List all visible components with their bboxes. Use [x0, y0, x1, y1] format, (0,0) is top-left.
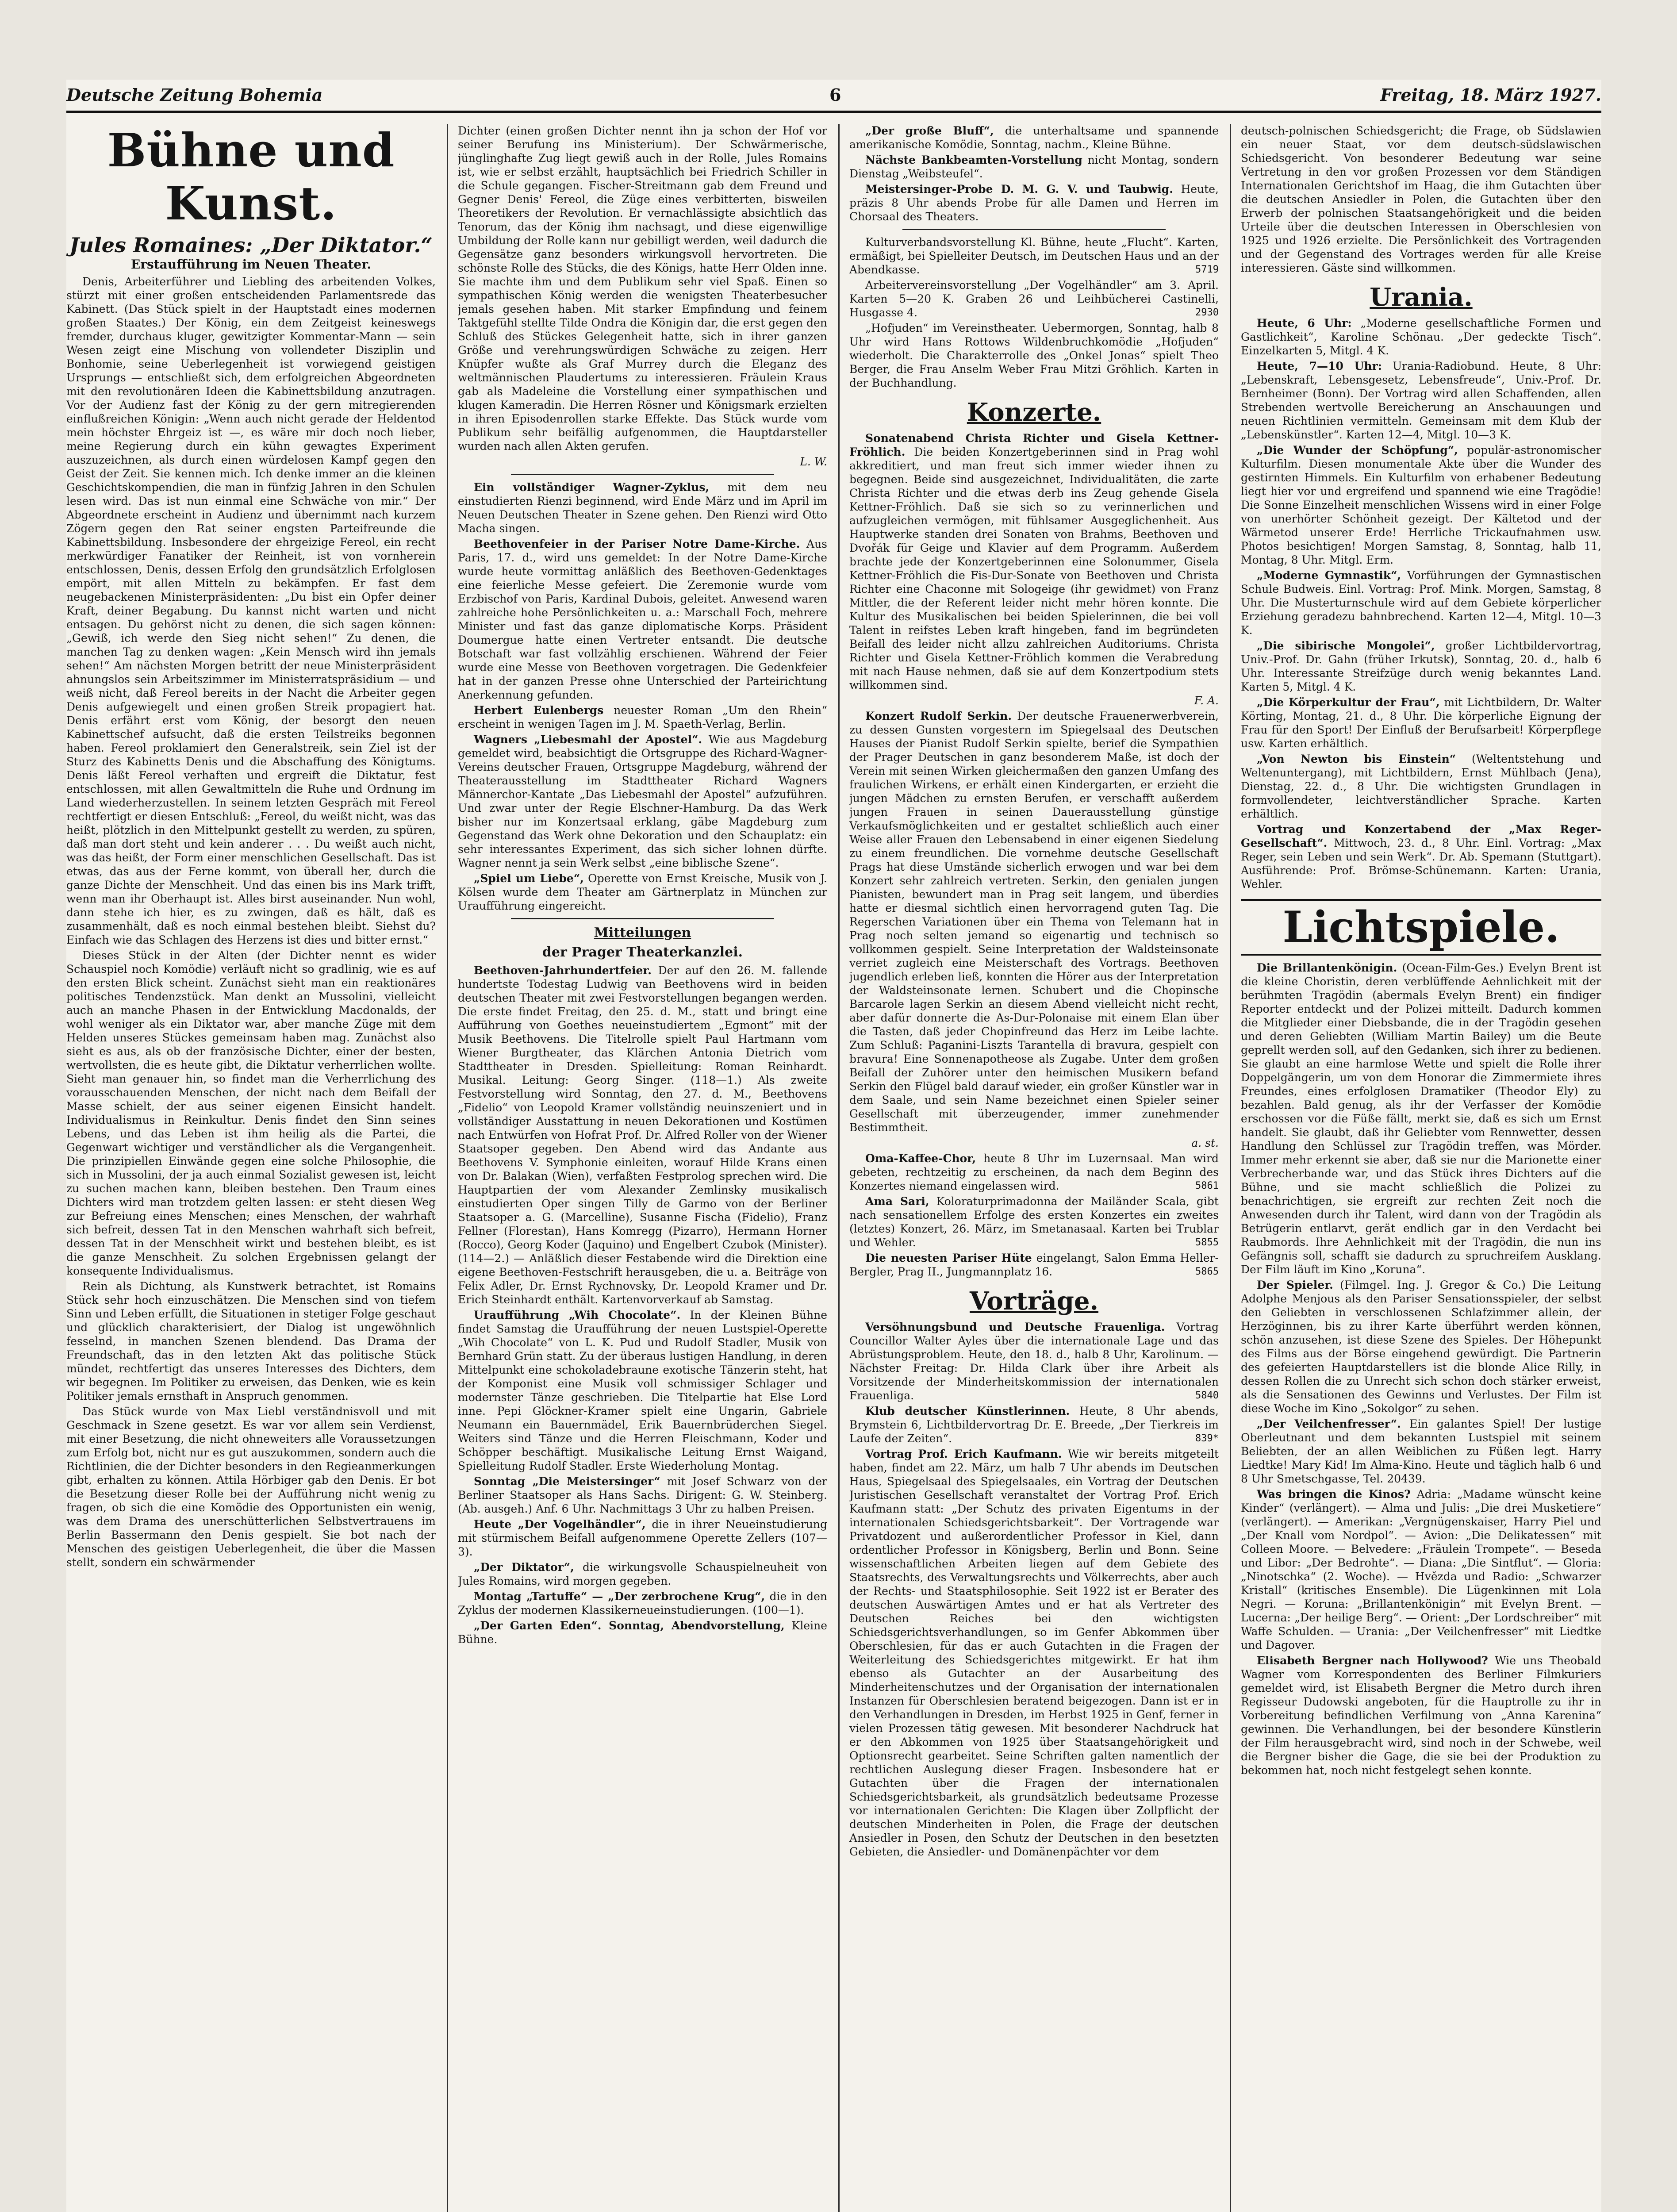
- news-item: [1241, 961, 1601, 1276]
- news-item-text: Koloraturprimadonna der Mailänder Scala, gibt nach sensationellem Erfolge des ersten Konzertes ein zweites (letztes) Konzert, 26. März, im Smetanasaal. Karten bei Trublar und Wehler.: [849, 1195, 1219, 1249]
- news-item-text: Urania-Radiobund. Heute, 8 Uhr: „Lebenskraft, Lebensgesetz, Lebensfreude“, Univ.-Prof. Dr. Bernheimer (Bonn). Der Vortrag wird allen Schaffenden, allen Strebenden wertvolle Bereicherung an Anschauungen und neuen Richtlinien vermitteln. Gemeinsam mit dem Klub der „Lebenskünstler“. Karten 12—4, Mitgl. 10—3 K.: [1241, 360, 1601, 441]
- news-item-text: mit Lichtbildern, Dr. Walter Körting, Montag, 21. d., 8 Uhr. Die körperliche Eignung der Frau für den Sport! Der Einfluß der Berufsarbeit! Körperpflege usw. Karten erhältlich.: [1241, 696, 1601, 750]
- news-item-text: Wie uns Theobald Wagner vom Korrespondenten des Berliner Filmkuriers gemeldet wird, ist Elisabeth Bergner die Metro durch ihren Regisseur Dudowski angeboten, für die Hauptrolle zu ihr in Vorbereitung befindlichen Verfilmung von „Anna Karenina“ gewinnen. Die Verhandlungen, bei der besondere Künstlerin der Film herausgebracht wird, sind noch in der Schwebe, weil die Bergner bisher die Gage, die sie bei der Produktion zu bekommen hat, noch nicht festgelegt sehen konnte.: [1241, 1654, 1601, 1777]
- news-item-text: Wie wir bereits mitgeteilt haben, findet am 22. März, um halb 7 Uhr abends im Deutschen Haus, Spiegelsaal des Spiegelsaales, ein Vortrag der Deutschen Juristischen Gesellschaft veranstaltet der Vortrag Prof. Erich Kaufmann statt: „Der Schutz des privaten Eigentums in der internationalen Schiedsgerichtsbarkeit“. Der Vortragende war Privatdozent und außerordentlicher Professor in Kiel, dann ordentlicher Professor in Königsberg, Berlin und Bonn. Seine wissenschaftlichen Arbeiten liegen auf dem Gebiete des Staatsrechts, des Verwaltungsrechts und Völkerrechts, aber auch der Rechts- und Staatsphilosophie. Seit 1922 ist er Berater des deutschen Auswärtigen Amtes und er hat als Vertreter des Deutschen Reiches bei den wichtigsten Schiedsgerichtsverhandlungen, so im Genfer Abkommen über Oberschlesien, für das er auch Gutachten in die Fragen der Weiterleitung des Schiedsgerichtes mitgewirkt. Er hat ihm ebenso als Gutachter an der Ausarbeitung des Minderheitenschutzes und der Organisation der internationalen Instanzen für Oberschlesien beratend beigezogen. Dann ist er in den Verhandlungen in Dresden, im Herbst 1925 in Genf, ferner in vielen Prozessen tätig gewesen. Mit besonderer Nachdruck hat er den Abkommen von 1925 über Staatsangehörigkeit und Optionsrecht gearbeitet. Seine Schriften galten namentlich der rechtlichen Auslegung dieser Fragen. Insbesondere hat er Gutachten über die Fragen der internationalen Schiedsgerichtsbarkeit, als grundsätzlich bedeutsame Prozesse vor internationalen Gerichten: Die Klagen über Zollpflicht der deutschen Minderheiten in Polen, die Frage der deutschen Ansiedler in Posen, den Schutz der Deutschen in den besetzten Gebieten, die Ansiedler- und Domänenpächter vor dem: [849, 1448, 1219, 1858]
- news-item: [1241, 1487, 1601, 1652]
- kanzlei-subtitle: der Prager Theaterkanzlei.: [542, 945, 743, 960]
- news-item-text: großer Lichtbildervortrag, Univ.-Prof. Dr. Gahn (früher Irkutsk), Sonntag, 20. d., halb 6 Uhr. Interessante Streifzüge durch wenig bekanntes Land. Karten 5, Mitgl. 4 K.: [1241, 639, 1601, 693]
- news-item-title: Die Brillantenkönigin.: [1257, 961, 1397, 974]
- news-item: [849, 1447, 1219, 1859]
- ad-ref: 2930: [1195, 307, 1219, 318]
- news-item: [458, 1517, 827, 1559]
- masthead: [66, 80, 1601, 113]
- news-item-text: heute 8 Uhr im Luzernsaal. Man wird gebeten, rechtzeitig zu erscheinen, da nach dem Beginn des Konzertes niemand eingelassen wird.: [849, 1152, 1219, 1192]
- news-item-title: Elisabeth Bergner nach Hollywood?: [1257, 1654, 1488, 1667]
- news-item: [849, 1320, 1219, 1402]
- news-item: [1241, 359, 1601, 442]
- news-item-text: (Weltentstehung und Weltenuntergang), mit Lichtbildern, Ernst Mühlbach (Jena), Dienstag, 22. d., 8 Uhr. Die wichtigsten Grundlagen in formvollendeter, leichtverständlicher Sprache. Karten erhältlich.: [1241, 753, 1601, 820]
- author-signature: L. W.: [800, 455, 827, 468]
- news-item-title: „Moderne Gymnastik“,: [1257, 569, 1401, 582]
- news-item: [1241, 568, 1601, 637]
- news-item-title: Beethovenfeier in der Pariser Notre Dame-Kirche.: [474, 538, 800, 550]
- news-item: [1241, 316, 1601, 357]
- news-item-title: Konzert Rudolf Serkin.: [865, 710, 1012, 722]
- news-item-title: Sonatenabend Christa Richter und Gisela Kettner-Fröhlich.: [849, 432, 1219, 458]
- news-item: [458, 872, 827, 913]
- news-item-title: Beethoven-Jahrhundertfeier.: [474, 964, 652, 977]
- news-item-title: Nächste Bankbeamten-Vorstellung: [865, 154, 1082, 166]
- news-item-title: Montag „Tartuffe“ — „Der zerbrochene Krug“,: [474, 1590, 765, 1603]
- news-item-text: (Filmgel. Ing. J. Gregor & Co.) Die Leitung Adolphe Menjous als den Pariser Sensationsspieler, der selbst den Geliebten in verschlossenen Schlafzimmer allein, der Herzöginnen, bis zu ihrer Karte überführt werden können, schön anzusehen, ist diese Szene des Spieles. Der Höhepunkt des Films aus der Börse eingehend gewürdigt. Die Partnerin des gefeierten Hauptdarstellers ist die blonde Alice Rilly, in dessen Rollen die zu Unrecht sich schon doch stärker erweist, als die Sensationen des Gewinns und Verlustes. Der Film ist diese Woche im Kino „Sokolgor“ zu sehen.: [1241, 1279, 1601, 1415]
- article-paragraph: Das Stück wurde von Max Liebl verständnisvoll und mit Geschmack in Szene gesetzt. Es war vor allem sein Verdienst, mit einer Besetzung, die nicht ohneweiters alle Voraussetzungen zum Erfolg bot, nicht nur es gut auszukommen, sondern auch die Richtlinien, die der Dichter besonders in den Regieanmerkungen gibt, erhalten zu können. Attila Hörbiger gab den Denis. Er bot die Besetzung dieser Rolle bei der Aufführung nicht wenig zu fragen, ob sich die eine Komödie des Opportunisten ein wenig, was dem Drama des unerschütterlichen Selbstvertrauens im Berlin Bassermann den Denis gespielt. Sie bot nach der Menschen des geistigen Ueberlegenheit, die über die Massen stellt, sondern ein schwärmender: [66, 1405, 436, 1569]
- news-item-title: „Der Garten Eden“. Sonntag, Abendvorstellung,: [474, 1619, 785, 1632]
- news-item-title: Sonntag „Die Meistersinger“: [474, 1475, 660, 1488]
- article-paragraph: deutsch-polnischen Schiedsgericht; die Frage, ob Südslawien ein neuer Staat, vor dem deutsch-südslawischen Schiedsgericht. Von besonderer Bedeutung war seine Vertretung in den vor großen Prozessen vor dem Ständigen Internationalen Gerichtshof im Haag, die ihm Gutachten über die deutschen Ansiedler in Polen, die Gutachten über den Erwerb der polnischen Staatsangehörigkeit und die beiden Urteile über die deutschen Interessen in Oberschlesien von 1925 und 1926 erzielte. Die Persönlichkeit des Vortragenden und der Gegenstand des Vortrages werden für alle Kreise interessieren. Gäste sind willkommen.: [1241, 124, 1601, 274]
- article-paragraph: Dieses Stück in der Alten (der Dichter nennt es wider Schauspiel noch Komödie) verläuft nicht so gradlinig, wie es auf den ersten Blick scheint. Zunächst sieht man ein reaktionäres politisches Tendenzstück. Man denkt an Mussolini, vielleicht auch an manche Phasen in der Entwicklung Macdonalds, der wohl weniger als ein Diktator war, aber manche Züge mit dem Helden unseres Stückes gemeinsam haben mag. Zunächst also sieht es aus, als ob der französische Dichter, einer der besten, wertvollsten, die es heute gibt, die Diktatur verherrlichen wollte. Sieht man genauer hin, so findet man die Verherrlichung des vorausschauenden Menschen, der nicht nach dem Beifall der Masse schielt, der aus seiner eigenen Einsicht handelt. Individualismus in Reinkultur. Denis findet den Sinn seines Lebens, und das Leben ist ihm heilig als die Partei, die Gegenwart wichtiger und verständlicher als die Vergangenheit. Die prinzipiellen Einwände gegen eine solche Philosophie, die sich in Mussolini, der ja auch einmal Sozialist gewesen ist, leicht zu suchen machen kann, bleiben bestehen. Den Traum eines Dichters wird man trotzdem gelten lassen: er steht diesen Weg zur Befreiung eines Menschen; eines Menschen, der wahrhaft sich befreit, dessen Tat in den Menschen wahrhaft sich befreit, dessen Tat in der Menschheit wirkt und bestehen bleibt, es ist die ganze Menschheit. Zu solchen Ergebnissen gelangt der konsequente Individualismus.: [66, 949, 436, 1277]
- news-item: [849, 431, 1219, 692]
- ad-ref: 5865: [1195, 1266, 1219, 1277]
- news-item-title: Ein vollständiger Wagner-Zyklus,: [474, 481, 710, 494]
- news-item-text: Mittwoch, 23. d., 8 Uhr. Einl. Vortrag: „Max Reger, sein Leben und sein Werk“. Dr. Ab. Spemann (Stuttgart). Ausführende: Prof. Brömse-Schünemann. Karten: Urania, Wehler.: [1241, 837, 1601, 891]
- paper-name: Deutsche Zeitung Bohemia: [66, 85, 323, 105]
- ad-ref: 5855: [1195, 1237, 1219, 1248]
- ad-ref: 5840: [1195, 1390, 1219, 1401]
- article-paragraph: Dichter (einen großen Dichter nennt ihn ja schon der Hof vor seiner Berufung ins Ministerium). Der Schwärmerische, jünglinghafte Zug liegt gewiß auch in der Rolle, Jules Romains ist, wie er selbst erzählt, hauptsächlich bei Friedrich Schiller in die Schule gegangen. Fischer-Streitmann gab dem Freund und Gegner Denis' Fereol, die Züge eines verbitterten, bisweilen Theoretikers der Revolution. Er vernachlässigte absichtlich das Tenorum, das der König ihm nachsagt, und diese eigenwillige Umbildung der Rolle kann nur gebilligt werden, weil dadurch die Gegensätze ganz besonders wirkungsvoll hervortreten. Die schönste Rolle des Stücks, die des Königs, hatte Herr Olden inne. Sie machte ihm und dem Publikum sehr viel Spaß. Einen so sympathischen König werden die wenigsten Theaterbesucher jemals gesehen haben. Mit starker Empfindung und feinem Taktgefühl stellte Tilde Ondra die Königin dar, die erst gegen den Schluß des Stückes Gelegenheit hatte, sich in ihrer ganzen Größe und verehrungswürdigen Schwäche zu zeigen. Herr Knüpfer wußte als Graf Murrey durch die Eleganz des weltmännischen Plaudertums zu interessieren. Fräulein Kraus gab als Madeleine die Vorstellung einer sympathischen und klugen Kameradin. Die Herren Rösner und Königsmark erzielten in ihren Episodenrollen starke Effekte. Das Stück wurde vom Publikum sehr beifällig aufgenommen, die Hauptdarsteller wurden nach allen Akten gerufen.: [458, 124, 827, 453]
- news-item-title: Ama Sari,: [865, 1195, 929, 1208]
- ad-ref: 839*: [1195, 1433, 1219, 1444]
- news-item-title: Vortrag Prof. Erich Kaufmann.: [865, 1448, 1062, 1460]
- news-item: [458, 964, 827, 1306]
- column-2: [458, 124, 827, 2212]
- news-item-title: „Die Wunder der Schöpfung“,: [1257, 444, 1458, 457]
- news-item: [1241, 1417, 1601, 1486]
- news-item-title: Oma-Kaffee-Chor,: [865, 1152, 976, 1165]
- news-item: [1241, 695, 1601, 750]
- kanzlei-title: Mitteilungen: [594, 925, 691, 941]
- news-item-title: Was bringen die Kinos?: [1257, 1488, 1411, 1501]
- ad-item: [849, 321, 1219, 390]
- ad-text: Arbeitervereinsvorstellung „Der Vogelhändler“ am 3. April. Karten 5—20 K. Graben 26 und Leihbücherei Castinelli, Husgasse 4.: [849, 279, 1219, 319]
- news-item-text: eingelangt, Salon Emma Heller-Bergler, Prag II., Jungmannplatz 16.: [849, 1252, 1219, 1278]
- news-item: [849, 1404, 1219, 1445]
- news-item-title: „Der große Bluff“,: [865, 124, 994, 137]
- news-item-title: „Spiel um Liebe“,: [474, 872, 584, 885]
- article-paragraph: Denis, Arbeiterführer und Liebling des arbeitenden Volkes, stürzt mit einer großen entscheidenden Parlamentsrede das Kabinett. (Das Stück spielt in der Hauptstadt eines modernen großen Staates.) Der König, ein dem Zeitgeist keineswegs fremder, durchaus kluger, gewitzigter Kommentar-Mann — sein Wesen zeigt eine Mischung von vollendeter Disziplin und Bonhomie, seine Ueberlegenheit ist vorwiegend geistigen Ursprungs — entschließt sich, dem erfolgreichen Abgeordneten mit den revolutionären Ideen die Kabinettsbildung anzutragen. Vor der Audienz fast der König zu der gern mitregierenden einflußreichen Königin: „Wenn auch nicht gerade der Heldentod mein höchster Ehrgeiz ist —, es wäre mir doch noch lieber, meine Regierung durch ein kühn gewagtes Experiment auszuzeichnen, als durch einen würdelosen Kampf gegen den Geist der Zeit. Sie kennen mich. Ich denke immer an die kleinen Geschichtskompendien, die man in fünfzig Jahren in den Schulen lesen wird. Das ist nun einmal eine Schwäche von mir.“ Der Abgeordnete erscheint in Audienz und übernimmt nach kurzem Zögern gegen den Rat seiner engsten Parteifreunde die Kabinettsbildung. Insbesondere der ehrgeizige Fereol, ein recht merkwürdiger Fanatiker der Reinheit, ist von vornherein entschlossen, Denis, dessen Erfolg den grundsätzlich Erfolglosen empört, mit allen Mitteln zu bekämpfen. Er fast dem neugebackenen Ministerpräsidenten: „Du bist ein Opfer deiner Kraft, deiner Begabung. Du kannst nicht warten und nicht entsagen. Du gehörst nicht zu denen, die sich sagen können: „Gewiß, ich werde den Sieg nicht sehen!“ Zu denen, die manchen Tag zu denken wagen: „Kein Mensch wird ihn jemals sehen!“ Am nächsten Morgen betritt der neue Ministerpräsident ahnungslos sein Arbeitszimmer im Ministerratspräsidium — und weiß nicht, daß Fereol bereits in der Nacht die Arbeiter gegen Denis aufgewiegelt und einen großen Streik propagiert hat. Denis erfährt erst vom König, der besorgt den neuen Kabinettschef aufsucht, daß die ersten Teilstreiks begonnen haben. Fereol proklamiert den Generalstreik, sein Ziel ist der Sturz des Kabinetts Denis und die Abschaffung des Königtums. Denis läßt Fereol verhaften und ergreift die Diktatur, fest entschlossen, mit allen Gewaltmitteln die Ruhe und Ordnung im Land wiederherzustellen. In seinem letzten Gespräch mit Fereol rechtfertigt er diesen Entschluß: „Fereol, du weißt nicht, was das heißt, plötzlich in den Mittelpunkt gestellt zu werden, zu spüren, daß man dort steht und kein anderer . . . Du weißt auch nicht, was das heißt, der Form einer menschlichen Gesellschaft. Das ist etwas, das aus der Ferne kommt, von überall her, durch die ganze Dichte der Menschheit. Und das einen bis ins Mark trifft, wenn man ihr Oberhaupt ist. Alles birst auseinander. Nun wohl, dann stehe ich hier, es zu zwingen, daß es hält, daß es zusammenhält, daß es noch einmal bestehen bleibt. Siehst du? Einfach wie das Schlagen des Herzens ist dies und bitter ernst.“: [66, 275, 436, 946]
- news-item-title: Die neuesten Pariser Hüte: [865, 1252, 1032, 1264]
- news-item: [458, 1590, 827, 1617]
- news-item-title: Der Spieler.: [1257, 1279, 1333, 1291]
- ad-text: Kulturverbandsvorstellung Kl. Bühne, heute „Flucht“. Karten, ermäßigt, bei Spielleiter Deutsch, im Deutschen Haus und an der Abendkasse.: [849, 236, 1219, 276]
- ad-item: [849, 235, 1219, 276]
- news-item-text: die unterhaltsame und spannende amerikanische Komödie, Sonntag, nachm., Kleine Bühne.: [849, 124, 1219, 151]
- section-title-lichtspiele: Lichtspiele.: [1241, 899, 1601, 956]
- news-item-text: mit Josef Schwarz von der Berliner Staatsoper als Hans Sachs. Dirigent: G. W. Steinberg. (Ab. ausgeh.) Anf. 6 Uhr. Nachmittags 3 Uhr zu halben Preisen.: [458, 1475, 827, 1515]
- news-item-title: „Die sibirische Mongolei“,: [1257, 639, 1435, 652]
- news-item-text: Vortrag Councillor Walter Ayles über die internationale Lage und das Abrüstungsproblem. Heute, den 18. d., halb 8 Uhr, Karolinum. — Nächster Freitag: Dr. Hilda Clark über ihre Arbeit als Vorsitzende der Minderheitskommission der internationalen Frauenliga.: [849, 1321, 1219, 1402]
- news-item-text: Heute, 8 Uhr abends, Brymstein 6, Lichtbildervortrag Dr. E. Breede, „Der Tierkreis im Laufe der Zeiten“.: [849, 1405, 1219, 1445]
- news-item: [458, 1619, 827, 1646]
- ad-item: [849, 278, 1219, 319]
- news-item-text: die in ihrer Neueinstudierung mit stürmischem Beifall aufgenommene Operette Zellers (107—3).: [458, 1518, 827, 1558]
- news-item-title: Uraufführung „Wih Chocolate“.: [474, 1309, 681, 1321]
- news-item-title: Heute, 6 Uhr:: [1257, 317, 1352, 330]
- news-item: [458, 1475, 827, 1516]
- news-item-title: Heute „Der Vogelhändler“,: [474, 1518, 646, 1531]
- article-title: Jules Romaines: „Der Diktator.“: [69, 233, 433, 257]
- news-item: [1241, 443, 1601, 567]
- news-item: [1241, 822, 1601, 891]
- news-item-text: die wirkungsvolle Schauspielneuheit von Jules Romains, wird morgen gegeben.: [458, 1561, 827, 1587]
- news-item-text: Ein galantes Spiel! Der lustige Oberleutnant und dem bekannten Lustspiel mit seinem Beliebten, der an allen Weiblichen zu Füßen legt. Harry Liedtke! Mary Kid! Im Alma-Kino. Heute und täglich halb 6 und 8 Uhr Smetschgasse, Tel. 20439.: [1241, 1417, 1601, 1485]
- news-item: [849, 1194, 1219, 1249]
- news-item-title: Klub deutscher Künstlerinnen.: [865, 1405, 1070, 1417]
- news-item: [458, 537, 827, 702]
- news-item-text: nicht Montag, sondern Dienstag „Weibsteufel“.: [849, 154, 1219, 180]
- news-item: [849, 182, 1219, 223]
- separator: [902, 229, 1166, 230]
- news-item-text: Heute, präzis 8 Uhr abends Probe für alle Damen und Herren im Chorsaal des Theaters.: [849, 183, 1219, 223]
- news-item-text: Der auf den 26. M. fallende hundertste Todestag Ludwig van Beethovens wird in beiden deutschen Theater mit zwei Festvorstellungen begangen werden. Die erste findet Freitag, den 25. d. M., statt und bringt eine Aufführung von Goethes neueinstudiertem „Egmont“ mit der Musik Beethovens. Die Titelrolle spielt Paul Hartmann vom Wiener Burgtheater, das Klärchen Antonia Dietrich vom Stadttheater in Dresden. Spielleitung: Roman Reinhardt. Musikal. Leitung: Georg Singer. (118—1.) Als zweite Festvorstellung wird Sonntag, den 27. d. M., Beethovens „Fidelio“ von Leopold Kramer vollständig neuinszeniert und in vollständiger Ausstattung in neuen Dekorationen und Kostümen nach Entwürfen von Hofrat Prof. Dr. Alfred Roller von der Wiener Staatsoper gegeben. Den Abend wird das Andante aus Beethovens V. Symphonie einleiten, worauf Hilde Krans einen von Dr. Balakan (Wien), verfaßten Festprolog sprechen wird. Die Hauptpartien der vom Alexander Zemlinsky musikalisch einstudierten Oper singen Tilly de Garmo von der Berliner Staatsoper a. G. (Marcelline), Susanne Fischa (Fidelio), Franz Fellner (Florestan), Hans Komregg (Pizarro), Hermann Horner (Rocco), Georg Koder (Jaquino) und Engelbert Czubok (Minister). (114—2.) — Anläßlich dieser Festabende wird die Direktion eine eigene Beethoven-Festschrift herausgeben, die u. a. Beiträge von Felix Adler, Dr. Ernst Rychnovsky, Dr. Leopold Kramer und Dr. Erich Steinhardt enthält. Kartenvorverkauf ab Samstag.: [458, 964, 827, 1306]
- news-item: [458, 1560, 827, 1588]
- news-item-text: Operette von Ernst Kreische, Musik von J. Kölsen wurde dem Theater am Gärtnerplatz in München zur Uraufführung eingereicht.: [458, 872, 827, 912]
- ad-text: „Hofjuden“ im Vereinstheater. Uebermorgen, Sonntag, halb 8 Uhr wird Hans Rottows Wildenbruchkomödie „Hofjuden“ wiederholt. Die Charakterrolle des „Onkel Jonas“ spielt Theo Berger, die Frau Anselm Weber Frau Mitzi Gröhlich. Karten in der Buchhandlung.: [849, 322, 1219, 389]
- news-item: [849, 1251, 1219, 1279]
- news-item-title: Heute, 7—10 Uhr:: [1257, 360, 1382, 373]
- news-item-text: Kleine Bühne.: [458, 1619, 827, 1646]
- separator: [511, 918, 774, 919]
- news-item-text: Wie aus Magdeburg gemeldet wird, beabsichtigt die Ortsgruppe des Richard-Wagner-Vereins deutscher Frauen, Ortsgruppe Magdeburg, während der Theaterausstellung im Stadttheater Richard Wagners Männerchor-Kantate „Das Liebesmahl der Apostel“ aufzuführen. Und zwar unter der Regie Elschner-Hamburg. Da das Werk bisher nur im Konzertsaal erklang, gäbe Magdeburg zum Gegenstand das Werk ohne Dekoration und den Schauplatz: ein sehr interessantes Experiment, das sich sicher lohnen dürfte. Wagner nennt ja sein Werk selbst „eine biblische Szene“.: [458, 733, 827, 869]
- news-item: [458, 1308, 827, 1473]
- news-item-text: Der deutsche Frauenerwerbverein, zu dessen Gunsten vorgestern im Spiegelsaal des Deutschen Hauses der Pianist Rudolf Serkin spielte, berief die Sympathien der Prager Deutschen in ganz besonderem Maße, ist doch der Verein mit seinen Wirken gleichermaßen den ganzen Umfang des fraulichen Wirkens, er erhält einen Kindergarten, er erzieht die jungen Mädchen zu ernsten Berufen, er verschafft außerdem jungen Frauen in seinen Dauerausstellung günstige Verkaufsmöglichkeiten und er gestaltet schließlich auch einer Weise aller Frauen den Lebensabend in einer eigenen Siedelung zu einem freundlichen. Die vornehme deutsche Gesellschaft Prags hat diese Umstände sicherlich erwogen und war bei dem Konzert sehr zahlreich vertreten. Serkin, den genialen jungen Pianisten, bewundert man in Prag seit langem, und überdies hatte er diesmal sichtlich einen hervorragend guten Tag. Die Regerschen Variationen über ein Thema von Telemann hat in Prag noch selten jemand so eigenartig und technisch so vollkommen gespielt. Seine Interpretation der Waldsteinsonate verriet zugleich eine Meisterschaft des Vortrags. Beethoven jugendlich erleben ließ, konnten die Hörer aus der Interpretation der Waldsteinsonate lernen. Schubert und die Chopinsche Barcarole lagen Serkin an diesem Abend vielleicht nicht recht, aber dafür donnerte die As-Dur-Polonaise mit einem Elan über die Tasten, daß jeder Chopinfreund das Herz im Leibe lachte. Zum Schluß: Paganini-Liszts Tarantella di bravura, gespielt con bravura! Eine Sonnenapotheose als Zugabe. Unter dem großen Beifall der Zuhörer unter den heimischen Musikern befand Serkin den Flügel bald darauf wieder, ein großer Künstler war in dem Saale, und sein Name bezeichnet einen Spieler seiner Gesellschaft mit überzeugender, immer zunehmender Bestimmtheit.: [849, 710, 1219, 1134]
- news-item: [458, 703, 827, 731]
- news-item-text: In der Kleinen Bühne findet Samstag die Uraufführung der neuen Lustspiel-Operette „Wih Chocolate“ von L. K. Pud und Rudolf Stadler, Musik von Bernhard Grün statt. Zu der überaus lustigen Handlung, in deren Mittelpunkt eine schokoladebraune exotische Tänzerin steht, hat der Komponist eine Musik voll schmissiger Schlager und modernster Tänze geschrieben. Die Titelpartie hat Else Lord inne. Pepi Glöckner-Kramer spielt eine Ungarin, Gabriele Neumann ein Bauernmädel, Erik Bauernbrüderchen Siegel. Weiters sind Tänze und die Herren Fleischmann, Koder und Schöpper beschäftigt. Musikalische Leitung Ernst Waigand, Spielleitung Rudolf Stadler. Erste Wiederholung Montag.: [458, 1309, 827, 1472]
- article-subtitle: Erstaufführung im Neuen Theater.: [130, 257, 372, 272]
- news-item-text: Die beiden Konzertgeberinnen sind in Prag wohl akkreditiert, und man freut sich immer wieder ihnen zu begegnen. Beide sind ausgezeichnet, Individualitäten, die zarte Christa Richter und die etwas derb ins Zeug gehende Gisela Kettner-Fröhlich. Daß sie sich so zu verinnerlichen und aufzugleichen vermögen, mit fühlsamer Ausgeglichenheit. Aus Hauptwerke standen drei Sonaten von Brahms, Beethoven und Dvořák für Geige und Klavier auf dem Programm. Außerdem brachte jede der Konzertgeberinnen eine Solonummer, Gisela Kettner-Fröhlich die Fis-Dur-Sonate von Beethoven und Christa Richter eine Chaconne mit Sologeige (ihr gewidmet) von Franz Mittler, die der Referent leider nicht mehr hören konnte. Die Kultur des Musikalischen bei beiden Spielerinnen, die bei voll Talent in reifstes Leben kraft hingeben, fand im begründeten Beifall des leider nicht allzu zahlreichen Auditoriums. Christa Richter und Gisela Kettner-Fröhlich kommen die Verabredung mit nach Hause nehmen, daß sie auf dem Konzertpodium stets willkommen sind.: [849, 445, 1219, 691]
- news-item-text: mit dem neu einstudierten Rienzi beginnend, wird Ende März und im April im Neuen Deutschen Theater in Szene gehen. Den Rienzi wird Otto Macha singen.: [458, 481, 827, 535]
- column-rule: [838, 124, 840, 2212]
- news-item-text: Vorführungen der Gymnastischen Schule Budweis. Einl. Vortrag: Prof. Mink. Morgen, Samstag, 8 Uhr. Die Musterturnschule wird auf dem Gebiete körperlicher Erziehung geradezu bahnbrechend. Karten 12—4, Mitgl. 10—3 K.: [1241, 569, 1601, 637]
- column-4: [1241, 124, 1601, 2212]
- news-item-text: (Ocean-Film-Ges.) Evelyn Brent ist die kleine Choristin, deren verblüffende Aehnlichkeit mit der berühmten Tragödin (abermals Evelyn Brent) ein findiger Reporter entdeckt und der Polizei mitteilt. Dadurch kommen die Mitglieder einer Diebsbande, die in der Tragödin gesehen und deren Geliebten (William Martin Bailey) um die Beute geprellt werden soll, auf den Gedanken, sich ihrer zu bedienen. Sie glaubt an eine harmlose Wette und spielt die Rolle ihrer Doppelgängerin, um von dem Honorar die Zimmermiete ihres Freundes, eines erfolglosen Dramatiker (Theodor Ely) zu bezahlen. Bald genug, als ihr der Verfasser der Komödie erschossen vor die Füße fällt, merkt sie, daß es sich um Ernst handelt. Sie glaubt, daß ihr Geliebter vom Rennwetter, dessen Handlung den Schlüssel zur Tragödin treffen, was Mörder. Immer mehr erkennt sie aber, daß sie nur die Marionette einer Verbrecherbande war, und das Stück ihres Dichters auf die Bühne, und sie macht schließlich die Polizei zu benachrichtigen, sie ergreift zur rechten Zeit noch die Anwesenden durch ihr Talent, wird dann von der Tragödin als Betrügerin entlarvt, gerät endlich gar in den Verdacht bei Raubmords. Ihre Aehnlichkeit mit der Tragödin, die nun ins Gefängnis soll, schafft sie dadurch zu spruchreifem Ausklang. Der Film läuft im Kino „Koruna“.: [1241, 961, 1601, 1276]
- news-item-text: populär-astronomischer Kulturfilm. Diesen monumentale Akte über die Wunder des gestirnten Himmels. Ein Kulturfilm von erhabener Bedeutung liegt hier vor und ergreifend und spannend wie eine Tragödie! Die Sonne Einzelheit menschlichen Wissens wird in einer Folge von unerhörter Schönheit gezeigt. Der Kältetod und der Wärmetod unserer Erde! Herrliche Trickaufnahmen usw. Photos besichtigen! Morgen Samstag, 8, Sonntag, halb 11, Montag, 8 Uhr. Mitgl. Erm.: [1241, 444, 1601, 566]
- news-item: [849, 124, 1219, 151]
- news-item-title: Versöhnungsbund und Deutsche Frauenliga.: [865, 1321, 1165, 1333]
- news-item: [458, 480, 827, 535]
- news-item: [1241, 752, 1601, 821]
- news-item-text: Aus Paris, 17. d., wird uns gemeldet: In der Notre Dame-Kirche wurde heute vormittag anläßlich des Beethoven-Gedenktages eine feierliche Messe gefeiert. Die Zeremonie wurde vom Erzbischof von Paris, Kardinal Dubois, geleitet. Anwesend waren zahlreiche hohe Persönlichkeiten u. a.: Marschall Foch, mehrere Minister und fast das ganze diplomatische Korps. Präsident Doumergue hatte einen Vertreter entsandt. Die deutsche Botschaft war fast vollzählig erschienen. Während der Feier wurde eine Messe von Beethoven vorgetragen. Die Gedenkfeier hat in der ganzen Presse ohne Unterschied der Parteirichtung Anerkennung gefunden.: [458, 538, 827, 701]
- news-item-title: „Der Diktator“,: [474, 1561, 574, 1574]
- newspaper-page: [66, 80, 1601, 2212]
- column-rule: [447, 124, 448, 2212]
- news-item-text: neuester Roman „Um den Rhein“ erscheint in wenigen Tagen im J. M. Spaeth-Verlag, Berlin.: [458, 704, 827, 730]
- section-title-konzerte: Konzerte.: [967, 398, 1101, 427]
- news-item: [849, 709, 1219, 1134]
- issue-date: Freitag, 18. März 1927.: [1380, 85, 1601, 105]
- news-item-title: Herbert Eulenbergs: [474, 704, 604, 717]
- column-1: [66, 124, 436, 2212]
- news-item-text: die in den Zyklus der modernen Klassikerneueinstudierungen. (100—1).: [458, 1590, 827, 1617]
- news-item: [849, 1152, 1219, 1193]
- ad-ref: 5861: [1195, 1180, 1219, 1191]
- news-item-title: Meistersinger-Probe D. M. G. V. und Taubwig.: [865, 183, 1173, 196]
- news-item: [1241, 1278, 1601, 1415]
- news-item: [1241, 1654, 1601, 1777]
- article-paragraph: Rein als Dichtung, als Kunstwerk betrachtet, ist Romains Stück sehr hoch einzuschätzen. Die Menschen sind von tiefem Sinn und Leben erfüllt, die Situationen in stetiger Folge geschaut und glücklich charakterisiert, der Dialog ist ungewöhnlich fesselnd, in manchen Szenen blendend. Das Drama der Freundschaft, das in den letzten Akt das politische Stück mündet, rechtfertigt das unseres Interesses des Dichters, dem wir begegnen. Im Politiker zu erweisen, das Denken, wie es kein Politiker jemals ernsthaft in Anspruch genommen.: [66, 1280, 436, 1402]
- news-item-title: Vortrag und Konzertabend der „Max Reger-Gesellschaft“.: [1241, 823, 1601, 849]
- news-item-text: „Moderne gesellschaftliche Formen und Gastlichkeit“, Karoline Schönau. „Der gedeckte Tisch“. Einzelkarten 5, Mitgl. 4 K.: [1241, 317, 1601, 357]
- author-signature: a. st.: [1191, 1137, 1219, 1149]
- page-number: 6: [829, 85, 841, 105]
- section-title-vortraege: Vorträge.: [969, 1286, 1099, 1316]
- section-title-urania: Urania.: [1370, 283, 1473, 312]
- news-item-text: Adria: „Madame wünscht keine Kinder“ (verlängert). — Alma und Julis: „Die drei Musketiere“ (verlängert). — Amerikan: „Vergnügenskaiser, Harry Piel und „Der Knall vom Nordpol“. — Avion: „Die Delikatessen“ mit Colleen Moore. — Belvedere: „Fräulein Trompete“. — Beseda und Libor: „Der Bedrohte“. — Diana: „Die Sintflut“. — Gloria: „Ninotschka“ (2. Woche). — Hvězda und Radio: „Schwarzer Kristall“ (kritisches Ensemble). Die Lügenkinnen mit Lola Negri. — Koruna: „Brillantenkönigin“ mit Evelyn Brent. — Lucerna: „Der heilige Berg“. — Orient: „Der Lordschreiber“ mit Waffe Schulden. — Urania: „Der Veilchenfresser“ mit Liedtke und Dagover.: [1241, 1488, 1601, 1651]
- news-item: [458, 733, 827, 870]
- news-item: [1241, 639, 1601, 694]
- column-rule: [1230, 124, 1231, 2212]
- news-item: [849, 153, 1219, 180]
- ad-ref: 5719: [1195, 264, 1219, 275]
- news-item-title: „Die Körperkultur der Frau“,: [1257, 696, 1440, 709]
- column-3: [849, 124, 1219, 2212]
- news-item-title: „Von Newton bis Einstein“: [1257, 753, 1456, 765]
- news-item-title: Wagners „Liebesmahl der Apostel“.: [474, 733, 702, 746]
- separator: [511, 474, 774, 475]
- author-signature: F. A.: [1194, 694, 1219, 707]
- section-title-buehne: Bühne und Kunst.: [107, 124, 395, 230]
- news-item-title: „Der Veilchenfresser“.: [1257, 1417, 1401, 1430]
